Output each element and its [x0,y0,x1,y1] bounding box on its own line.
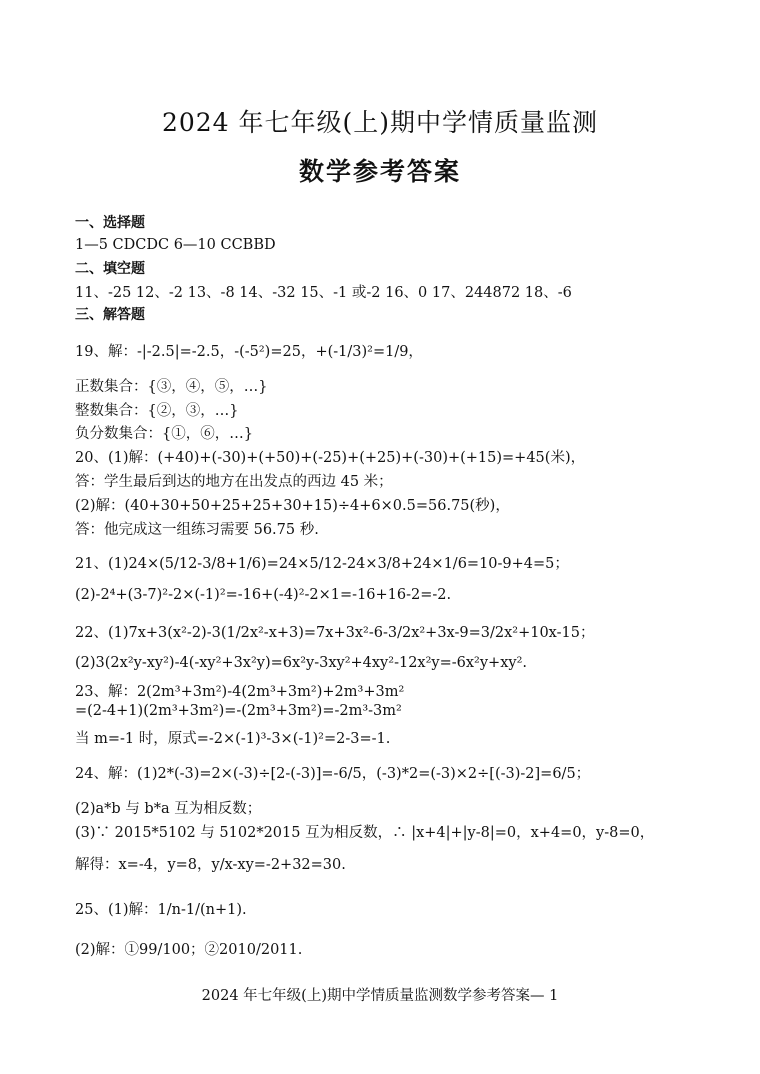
answer-line: (2)-2⁴+(3-7)²-2×(-1)²=-16+(-4)²-2×1=-16+16-2=-2. [75,587,452,603]
answer-line: 11、-25 12、-2 13、-8 14、-32 15、-1 或-2 16、0 17、244872 18、-6 [75,285,572,301]
answer-line: 22、(1)7x+3(x²-2)-3(1/2x²-x+3)=7x+3x²-6-3/2x²+3x-9=3/2x²+10x-15； [75,625,595,641]
document-subtitle: 数学参考答案 [298,157,461,186]
answer-line: 二、填空题 [75,261,145,277]
answer-line: 正数集合：{③，④，⑤，…} [75,379,268,395]
answer-line: 答：学生最后到达的地方在出发点的西边 45 米； [75,474,393,490]
answer-line: 25、(1)解：1/n-1/(n+1). [75,902,247,918]
answer-line: 一、选择题 [75,215,145,231]
answer-line: (3)∵ 2015*5102 与 5102*2015 互为相反数，∴ |x+4|+|y-8|=0，x+4=0，y-8=0， [75,825,655,841]
document-title: 2024 年七年级(上)期中学情质量监测 [161,108,599,137]
answer-line: 20、(1)解：(+40)+(-30)+(+50)+(-25)+(+25)+(-30)+(+15)=+45(米)， [75,450,586,466]
answer-line: 1—5 CDCDC 6—10 CCBBD [75,237,276,253]
answer-line: 答：他完成这一组练习需要 56.75 秒. [75,522,319,538]
answer-line: =(2-4+1)(2m³+3m²)=-(2m³+3m²)=-2m³-3m² [75,703,402,719]
answer-line: 23、解：2(2m³+3m²)-4(2m³+3m²)+2m³+3m² [75,684,405,700]
answer-line: 负分数集合：{①，⑥，…} [75,426,253,442]
answer-line: 24、解：(1)2*(-3)=2×(-3)÷[2-(-3)]=-6/5，(-3)*2=(-3)×2÷[(-3)-2]=6/5； [75,766,591,782]
answer-line: 当 m=-1 时，原式=-2×(-1)³-3×(-1)²=2-3=-1. [75,731,391,747]
answer-line: 解得：x=-4，y=8，y/x-xy=-2+32=30. [75,857,346,873]
answer-line: 19、解：-|-2.5|=-2.5，-(-5²)=25，+(-1/3)²=1/9， [75,344,423,360]
answer-line: 21、(1)24×(5/12-3/8+1/6)=24×5/12-24×3/8+24×1/6=10-9+4=5； [75,556,569,572]
answer-line: (2)解：(40+30+50+25+25+30+15)÷4+6×0.5=56.75(秒)， [75,498,510,514]
page-footer: 2024 年七年级(上)期中学情质量监测数学参考答案— 1 [201,988,559,1004]
answer-line: (2)a*b 与 b*a 互为相反数； [75,801,262,817]
answer-line: 整数集合：{②，③，…} [75,403,239,419]
answer-line: (2)解：①99/100；②2010/2011. [75,942,303,958]
answer-line: (2)3(2x²y-xy²)-4(-xy²+3x²y)=6x²y-3xy²+4xy²-12x²y=-6x²y+xy². [75,655,527,671]
answer-line: 三、解答题 [75,307,145,323]
